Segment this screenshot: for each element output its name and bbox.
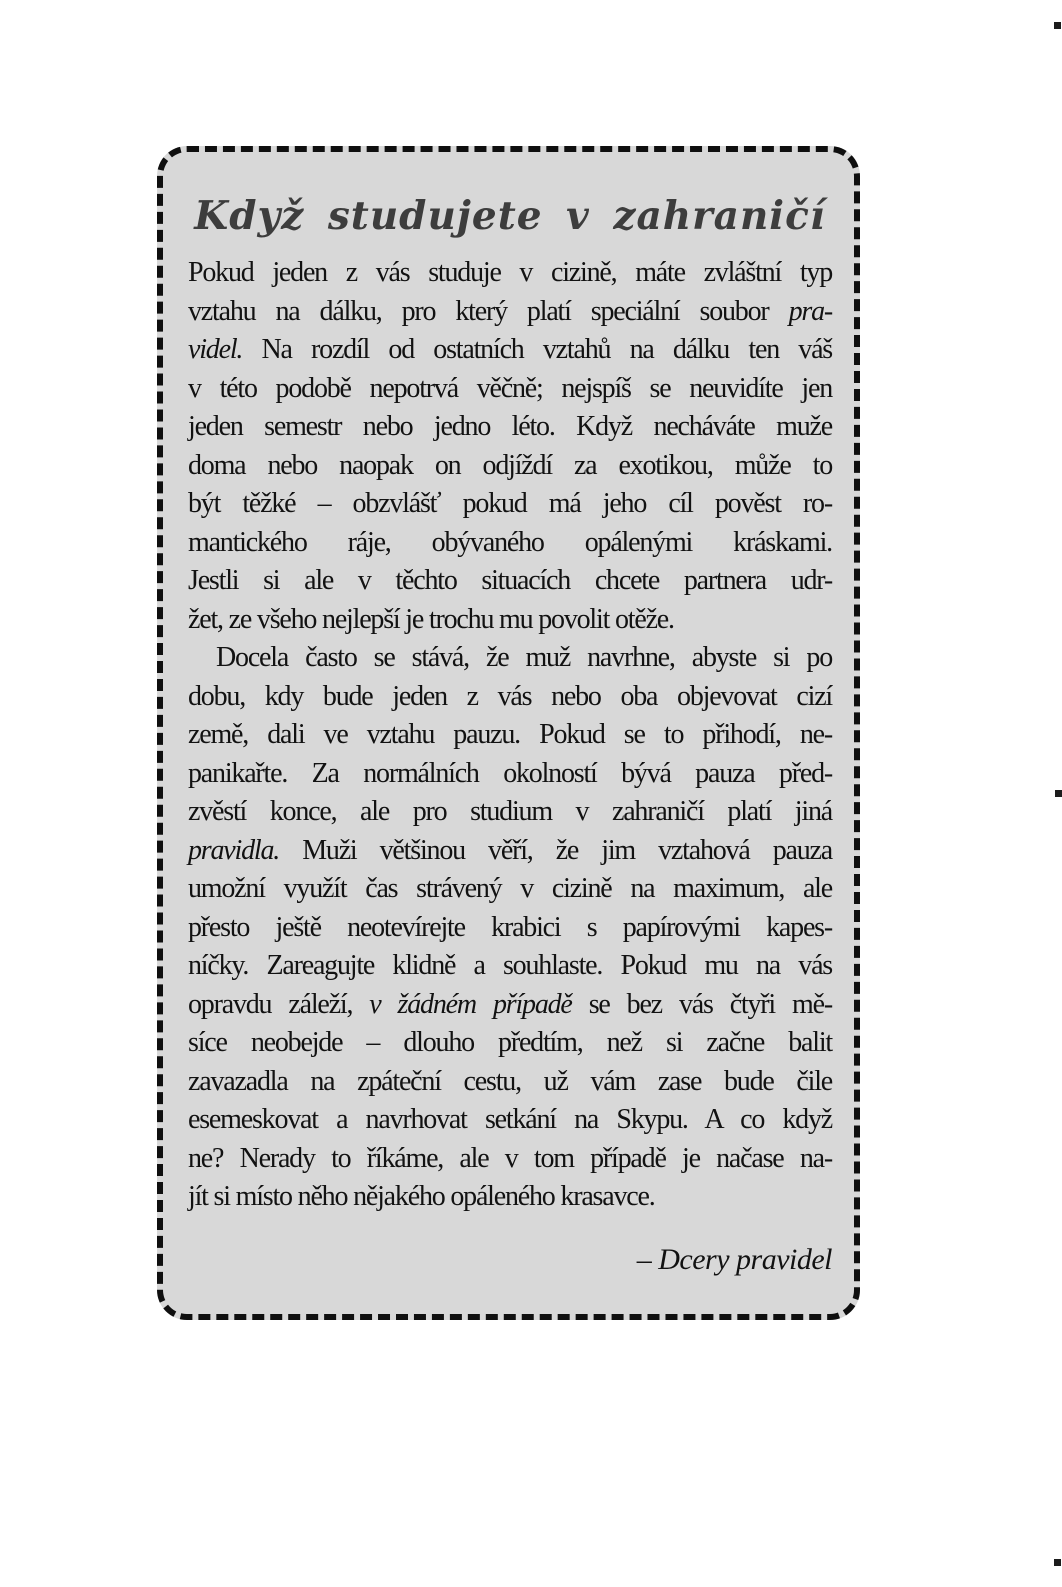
text-line: zavazadla na zpáteční cestu, už vám zase bude čile xyxy=(188,1065,832,1097)
text-line: doma nebo naopak on odjíždí za exotikou, může to xyxy=(188,449,832,481)
text-line: mantického ráje, obývaného opálenými kráskami. xyxy=(188,526,832,558)
text-line: jít si místo něho nějakého opáleného krasavce. xyxy=(188,1181,655,1212)
text-line: níčky. Zareagujte klidně a souhlaste. Pokud mu na vás xyxy=(188,950,832,981)
text-line: Docela často se stává, že muž navrhne, abyste si po xyxy=(216,642,832,673)
quote-title: Když studujete v zahraničí xyxy=(194,193,826,239)
quote-box xyxy=(157,146,860,1320)
quote-paragraphs xyxy=(188,254,832,1217)
text-line: umožní využít čas strávený v cizině na maximum, ale xyxy=(188,873,832,904)
text-line: v této podobě nepotrvá věčně; nejspíš se neuvidíte jen xyxy=(188,372,832,404)
text-line: Pokud jeden z vás studuje v cizině, máte zvláštní typ xyxy=(188,257,832,288)
page-edge-mark xyxy=(1055,790,1062,797)
text-line: videl. Na rozdíl od ostatních vztahů na dálku ten váš xyxy=(188,334,832,365)
text-line: žet, ze všeho nejlepší je trochu mu povolit otěže. xyxy=(188,603,674,635)
text-line: dobu, kdy bude jeden z vás nebo oba objevovat cizí xyxy=(188,680,832,712)
text-line: zvěstí konce, ale pro studium v zahraničí platí jiná xyxy=(188,796,832,827)
text-line: přesto ještě neotevírejte krabici s papírovými kapes- xyxy=(188,911,832,943)
text-line: země, dali ve vztahu pauzu. Pokud se to přihodí, ne- xyxy=(188,719,832,750)
text-line: esemeskovat a navrhovat setkání na Skypu. A co když xyxy=(188,1104,832,1135)
text-line: být těžké – obzvlášť pokud má jeho cíl pověst ro- xyxy=(188,488,832,519)
text-line: pravidla. Muži většinou věří, že jim vztahová pauza xyxy=(188,834,832,866)
page-edge-mark xyxy=(1054,22,1061,29)
text-line: opravdu záleží, v žádném případě se bez vás čtyři mě- xyxy=(188,988,832,1020)
text-line: síce neobejde – dlouho předtím, než si začne balit xyxy=(188,1027,832,1058)
text-line: Jestli si ale v těchto situacích chcete partnera udr- xyxy=(188,565,832,596)
text-line: panikařte. Za normálních okolností bývá pauza před- xyxy=(188,757,832,789)
text-line: vztahu na dálku, pro který platí speciální soubor pra- xyxy=(188,295,832,327)
text-line: jeden semestr nebo jedno léto. Když necháváte muže xyxy=(188,411,832,442)
quote-attribution: – Dcery pravidel xyxy=(636,1242,832,1276)
text-line: ne? Nerady to říkáme, ale v tom případě je načase na- xyxy=(188,1142,832,1174)
page-edge-mark xyxy=(1054,1559,1061,1566)
